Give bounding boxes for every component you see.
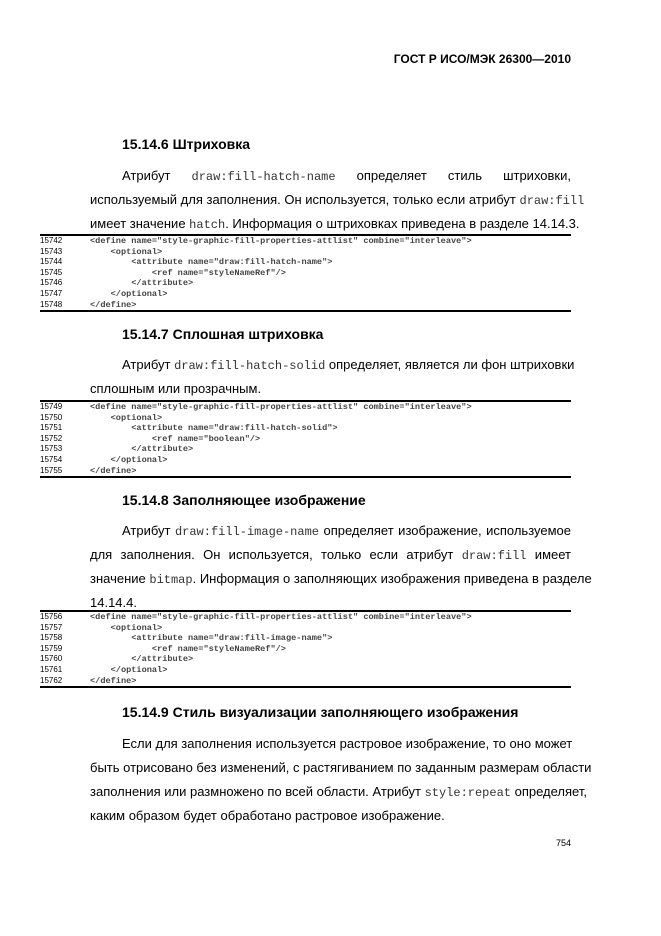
code-text: <define name="style-graphic-fill-properties-attlist" combine="interleave"> <box>90 236 472 246</box>
code-line <box>40 444 571 455</box>
code-text: <attribute name="draw:fill-hatch-solid"> <box>90 423 338 434</box>
code-text: <optional> <box>90 622 163 633</box>
code-line <box>40 623 571 634</box>
code-text: <attribute name="draw:fill-image-name"> <box>90 633 333 644</box>
code-line <box>40 665 571 676</box>
inline-code: draw:fill <box>519 194 585 208</box>
text-run: для заполнения. Он используется, только если атрибут <box>90 547 462 562</box>
code-line <box>40 278 571 289</box>
line-number: 15757 <box>40 622 63 632</box>
code-text: </attribute> <box>90 444 194 455</box>
inline-code: draw:fill-image-name <box>174 525 319 539</box>
line-number: 15748 <box>40 299 63 309</box>
text-run: Атрибут <box>122 523 175 538</box>
paragraph-line <box>90 188 585 212</box>
text-run: Атрибут <box>122 357 175 372</box>
code-line <box>40 413 571 424</box>
code-line <box>40 654 571 665</box>
line-number: 15742 <box>40 236 63 245</box>
text-run: определяет стиль штриховки, <box>335 168 571 183</box>
line-number: 15746 <box>40 278 63 288</box>
paragraph-fill-image <box>90 519 592 615</box>
section-title-repeat: 15.14.9 Стиль визуализации заполняющего изображения <box>122 704 519 720</box>
line-number: 15745 <box>40 267 63 277</box>
line-number: 15750 <box>40 412 63 422</box>
code-line <box>40 300 571 311</box>
code-line <box>40 434 571 445</box>
code-line <box>40 633 571 644</box>
paragraph-line <box>90 543 571 567</box>
code-text: </optional> <box>90 454 168 465</box>
code-line <box>40 612 571 623</box>
line-number: 15758 <box>40 633 63 643</box>
code-text: </define> <box>90 299 137 310</box>
code-text: <attribute name="draw:fill-hatch-name"> <box>90 257 333 268</box>
inline-code: draw:fill-hatch-name <box>191 170 336 184</box>
text-run: заполнения или размножено по всей области. Атрибут <box>90 784 425 799</box>
section-title-fill-image: 15.14.8 Заполняющее изображение <box>122 492 366 508</box>
code-line <box>40 644 571 655</box>
document-header: ГОСТ Р ИСО/МЭК 26300—2010 <box>393 52 571 66</box>
page-number: 754 <box>555 838 571 848</box>
line-number: 15754 <box>40 454 63 464</box>
line-number: 15753 <box>40 444 63 454</box>
text-run: . Информация о заполняющих изображения приведена в разделе <box>192 571 592 586</box>
line-number: 15761 <box>40 664 63 674</box>
text-run: используемый для заполнения. Он используется, только если атрибут <box>90 192 520 207</box>
code-line <box>40 455 571 466</box>
code-text: </define> <box>90 675 137 686</box>
code-line <box>40 236 571 247</box>
paragraph-line <box>90 780 587 804</box>
code-line <box>40 247 571 258</box>
code-text: </define> <box>90 465 137 476</box>
text-run: значение <box>90 571 150 586</box>
code-text: <define name="style-graphic-fill-properties-attlist" combine="interleave"> <box>90 612 472 622</box>
code-line <box>40 676 571 687</box>
inline-code: draw:fill <box>461 549 527 563</box>
code-block-hatch <box>40 234 571 312</box>
inline-code: hatch <box>189 218 226 232</box>
code-text: <ref name="styleNameRef"/> <box>90 267 286 278</box>
paragraph-line <box>90 756 592 780</box>
line-number: 15760 <box>40 654 63 664</box>
code-text: <optional> <box>90 412 163 423</box>
paragraph-line <box>90 567 592 591</box>
code-line <box>40 268 571 279</box>
line-number: 15755 <box>40 465 63 475</box>
paragraph-line <box>90 377 571 401</box>
text-run: каким образом будет обработано растровое изображение. <box>90 808 445 823</box>
line-number: 15749 <box>40 402 63 411</box>
code-line <box>40 289 571 300</box>
line-number: 15752 <box>40 433 63 443</box>
section-title-hatch-solid: 15.14.7 Сплошная штриховка <box>122 326 324 342</box>
code-block-fill-image <box>40 610 571 688</box>
inline-code: bitmap <box>149 573 193 587</box>
line-number: 15747 <box>40 288 63 298</box>
inline-code: draw:fill-hatch-solid <box>174 359 326 373</box>
paragraph-line <box>90 519 571 543</box>
code-line <box>40 402 571 413</box>
text-run: имеет значение <box>90 216 190 231</box>
line-number: 15762 <box>40 675 63 685</box>
code-text: <ref name="styleNameRef"/> <box>90 643 286 654</box>
code-text: </optional> <box>90 664 168 675</box>
line-number: 15756 <box>40 612 63 621</box>
code-text: <define name="style-graphic-fill-properties-attlist" combine="interleave"> <box>90 402 472 412</box>
paragraph-line <box>90 353 575 377</box>
code-text: <ref name="boolean"/> <box>90 433 261 444</box>
code-line <box>40 466 571 477</box>
text-run: имеет <box>526 547 571 562</box>
text-run: Если для заполнения используется растровое изображение, то оно может <box>122 736 573 751</box>
text-run: . Информация о штриховках приведена в разделе 14.14.3. <box>225 216 580 231</box>
paragraph-hatch-solid <box>90 353 575 401</box>
line-number: 15759 <box>40 643 63 653</box>
line-number: 15744 <box>40 257 63 267</box>
text-run: определяет, является ли фон штриховки <box>325 357 575 372</box>
paragraph-line <box>90 164 571 188</box>
paragraph-line <box>90 212 580 236</box>
code-text: </attribute> <box>90 278 194 289</box>
section-title-hatch: 15.14.6 Штриховка <box>122 136 251 152</box>
line-number: 15743 <box>40 246 63 256</box>
inline-code: style:repeat <box>424 786 511 800</box>
paragraph-hatch <box>90 164 585 236</box>
code-text: <optional> <box>90 246 163 257</box>
code-text: </attribute> <box>90 654 194 665</box>
text-run: Атрибут <box>122 168 192 183</box>
code-text: </optional> <box>90 288 168 299</box>
paragraph-repeat <box>90 732 592 828</box>
text-run: сплошным или прозрачным. <box>90 381 262 396</box>
text-run: определяет, <box>510 784 587 799</box>
paragraph-line <box>90 804 571 828</box>
text-run: определяет изображение, используемое <box>318 523 571 538</box>
code-line <box>40 423 571 434</box>
text-run: 14.14.4. <box>90 595 137 610</box>
text-run: быть отрисовано без изменений, с растягиванием по заданным размерам области <box>90 760 592 775</box>
code-block-hatch-solid <box>40 400 571 478</box>
line-number: 15751 <box>40 423 63 433</box>
paragraph-line <box>90 732 571 756</box>
code-line <box>40 257 571 268</box>
